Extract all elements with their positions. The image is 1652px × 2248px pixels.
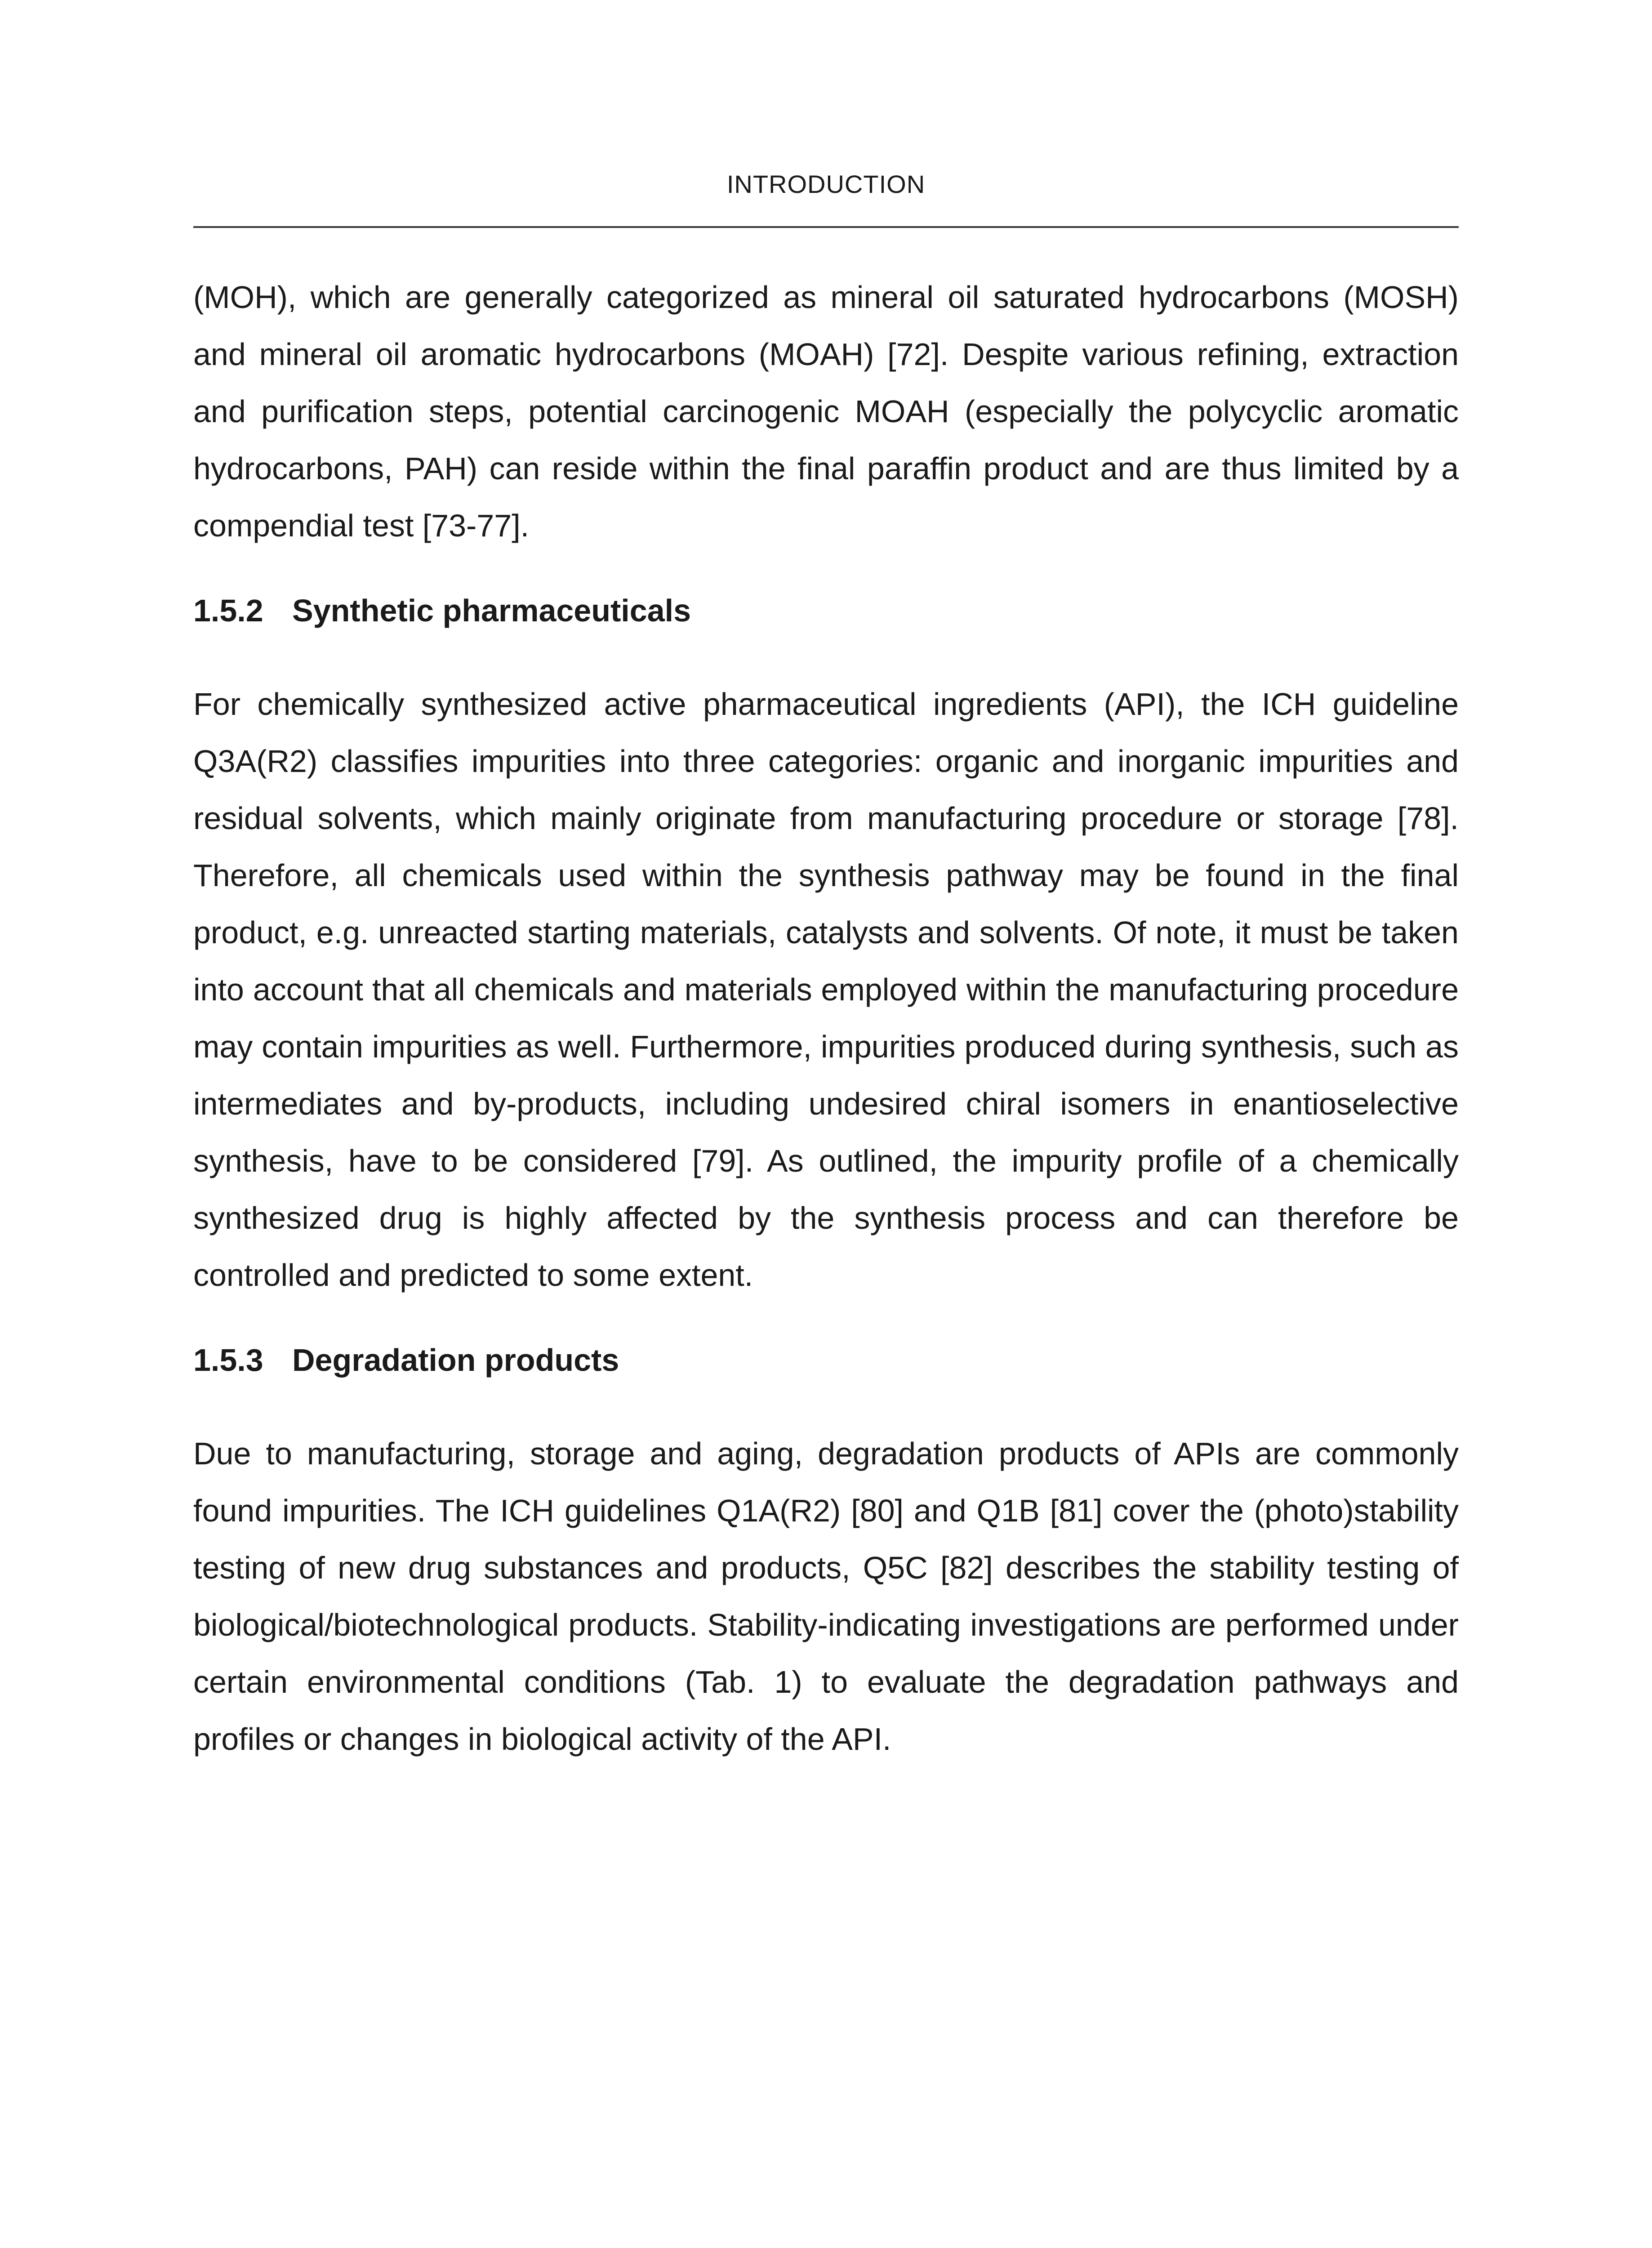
spacer	[193, 633, 1459, 676]
running-header: INTRODUCTION	[726, 170, 926, 198]
header-divider	[193, 226, 1459, 228]
section-title: Degradation products	[292, 1343, 619, 1378]
spacer	[193, 554, 1459, 588]
section-heading-degradation-products	[193, 1338, 1459, 1383]
paragraph-synthetic-pharmaceuticals: For chemically synthesized active pharmaceutical ingredients (API), the ICH guideline Q3A(R2) classifies impurities into three categories: organic and inorganic impurities and residual solvents, which mainly originate from manufacturing procedure or storage [78]. Therefore, all chemicals used within the synthesis pathway may be found in the final product, e.g. unreacted starting materials, catalysts and solvents. Of note, it must be taken into account that all chemicals and materials employed within the manufacturing procedure may contain impurities as well. Furthermore, impurities produced during synthesis, such as intermediates and by-products, including undesired chiral isomers in enantioselective synthesis, have to be considered [79]. As outlined, the impurity profile of a chemically synthesized drug is highly affected by the synthesis process and can therefore be controlled and predicted to some extent.	[193, 687, 1459, 1293]
section-title: Synthetic pharmaceuticals	[292, 593, 691, 628]
paragraph-degradation-products: Due to manufacturing, storage and aging, degradation products of APIs are commonly found impurities. The ICH guidelines Q1A(R2) [80] and Q1B [81] cover the (photo)stability testing of new drug substances and products, Q5C [82] describes the stability testing of biological/biotechnological products. Stability-indicating investigations are performed under certain environmental conditions (Tab. 1) to evaluate the degradation pathways and profiles or changes in biological activity of the API.	[193, 1436, 1459, 1757]
section-heading-synthetic-pharmaceuticals	[193, 588, 1459, 633]
spacer	[193, 1304, 1459, 1338]
paragraph-moh: (MOH), which are generally categorized as mineral oil saturated hydrocarbons (MOSH) and mineral oil aromatic hydrocarbons (MOAH) [72]. Despite various refining, extraction and purification steps, potential carcinogenic MOAH (especially the polycyclic aromatic hydrocarbons, PAH) can reside within the final paraffin product and are thus limited by a compendial test [73-77].	[193, 280, 1459, 543]
section-number: 1.5.2	[193, 593, 263, 628]
section-number: 1.5.3	[193, 1343, 263, 1378]
spacer	[193, 1383, 1459, 1425]
body-text	[193, 269, 1459, 1768]
